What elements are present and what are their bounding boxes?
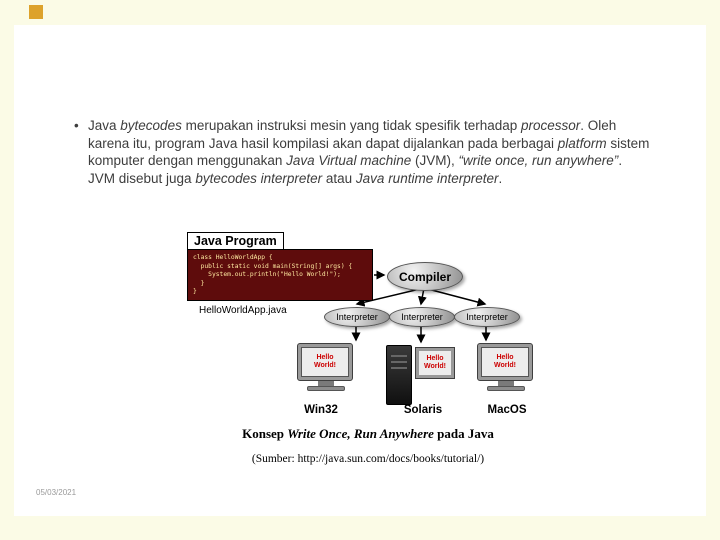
platform-label-macos: MacOS	[487, 404, 527, 416]
tower-solaris	[386, 345, 412, 405]
screen-text: Hello World!	[493, 354, 517, 369]
monitor-screen	[301, 347, 349, 377]
compiler-oval: Compiler	[387, 262, 463, 291]
tower-slot	[391, 361, 407, 363]
slide-date: 05/03/2021	[36, 488, 77, 497]
code-line: public static void main(String[] args) {	[193, 262, 353, 270]
platform-label-win32: Win32	[304, 404, 338, 416]
monitor-screen	[481, 347, 529, 377]
interpreter-oval-win32: Interpreter	[324, 307, 390, 327]
monitor-macos	[477, 343, 535, 391]
code-line: System.out.println("Hello World!");	[193, 271, 341, 279]
figure-source: (Sumber: http://java.sun.com/docs/books/tutorial/)	[251, 453, 485, 465]
code-line: }	[193, 288, 197, 296]
code-window	[187, 249, 373, 301]
monitor-base	[487, 386, 525, 391]
screen-text: Hello World!	[423, 355, 447, 370]
tower-slot	[391, 355, 407, 357]
bullet-item	[74, 117, 652, 187]
code-line: }	[193, 279, 205, 287]
monitor-win32	[297, 343, 355, 391]
interpreter-oval-macos: Interpreter	[454, 307, 520, 327]
screen-text: Hello World!	[313, 354, 337, 369]
accent-square	[29, 5, 43, 19]
monitor-frame	[477, 343, 533, 381]
bullet-marker: •	[74, 118, 79, 133]
tower-slot	[391, 367, 407, 369]
monitor-base	[307, 386, 345, 391]
java-program-label: Java Program	[187, 232, 284, 250]
mini-screen-solaris	[416, 348, 454, 378]
code-line: class HelloWorldApp {	[193, 254, 273, 261]
figure-caption: Konsep Write Once, Run Anywhere pada Java	[242, 426, 494, 441]
file-name-label: HelloWorldApp.java	[199, 305, 287, 316]
figure-java-compilation	[185, 232, 551, 472]
monitor-frame	[297, 343, 353, 381]
platform-label-solaris: Solaris	[403, 404, 443, 416]
slide	[14, 25, 706, 516]
paragraph-text: Java bytecodes merupakan instruksi mesin yang tidak spesifik terhadap processor. Oleh karena itu, program Java hasil kompilasi akan dapat dijalankan pada berbagai platform sistem komputer dengan menggunakan Java Virtual machine (JVM), “write once, run anywhere”. JVM disebut juga bytecodes interpreter atau Java runtime interpreter.	[88, 118, 650, 186]
interpreter-oval-solaris: Interpreter	[389, 307, 455, 327]
